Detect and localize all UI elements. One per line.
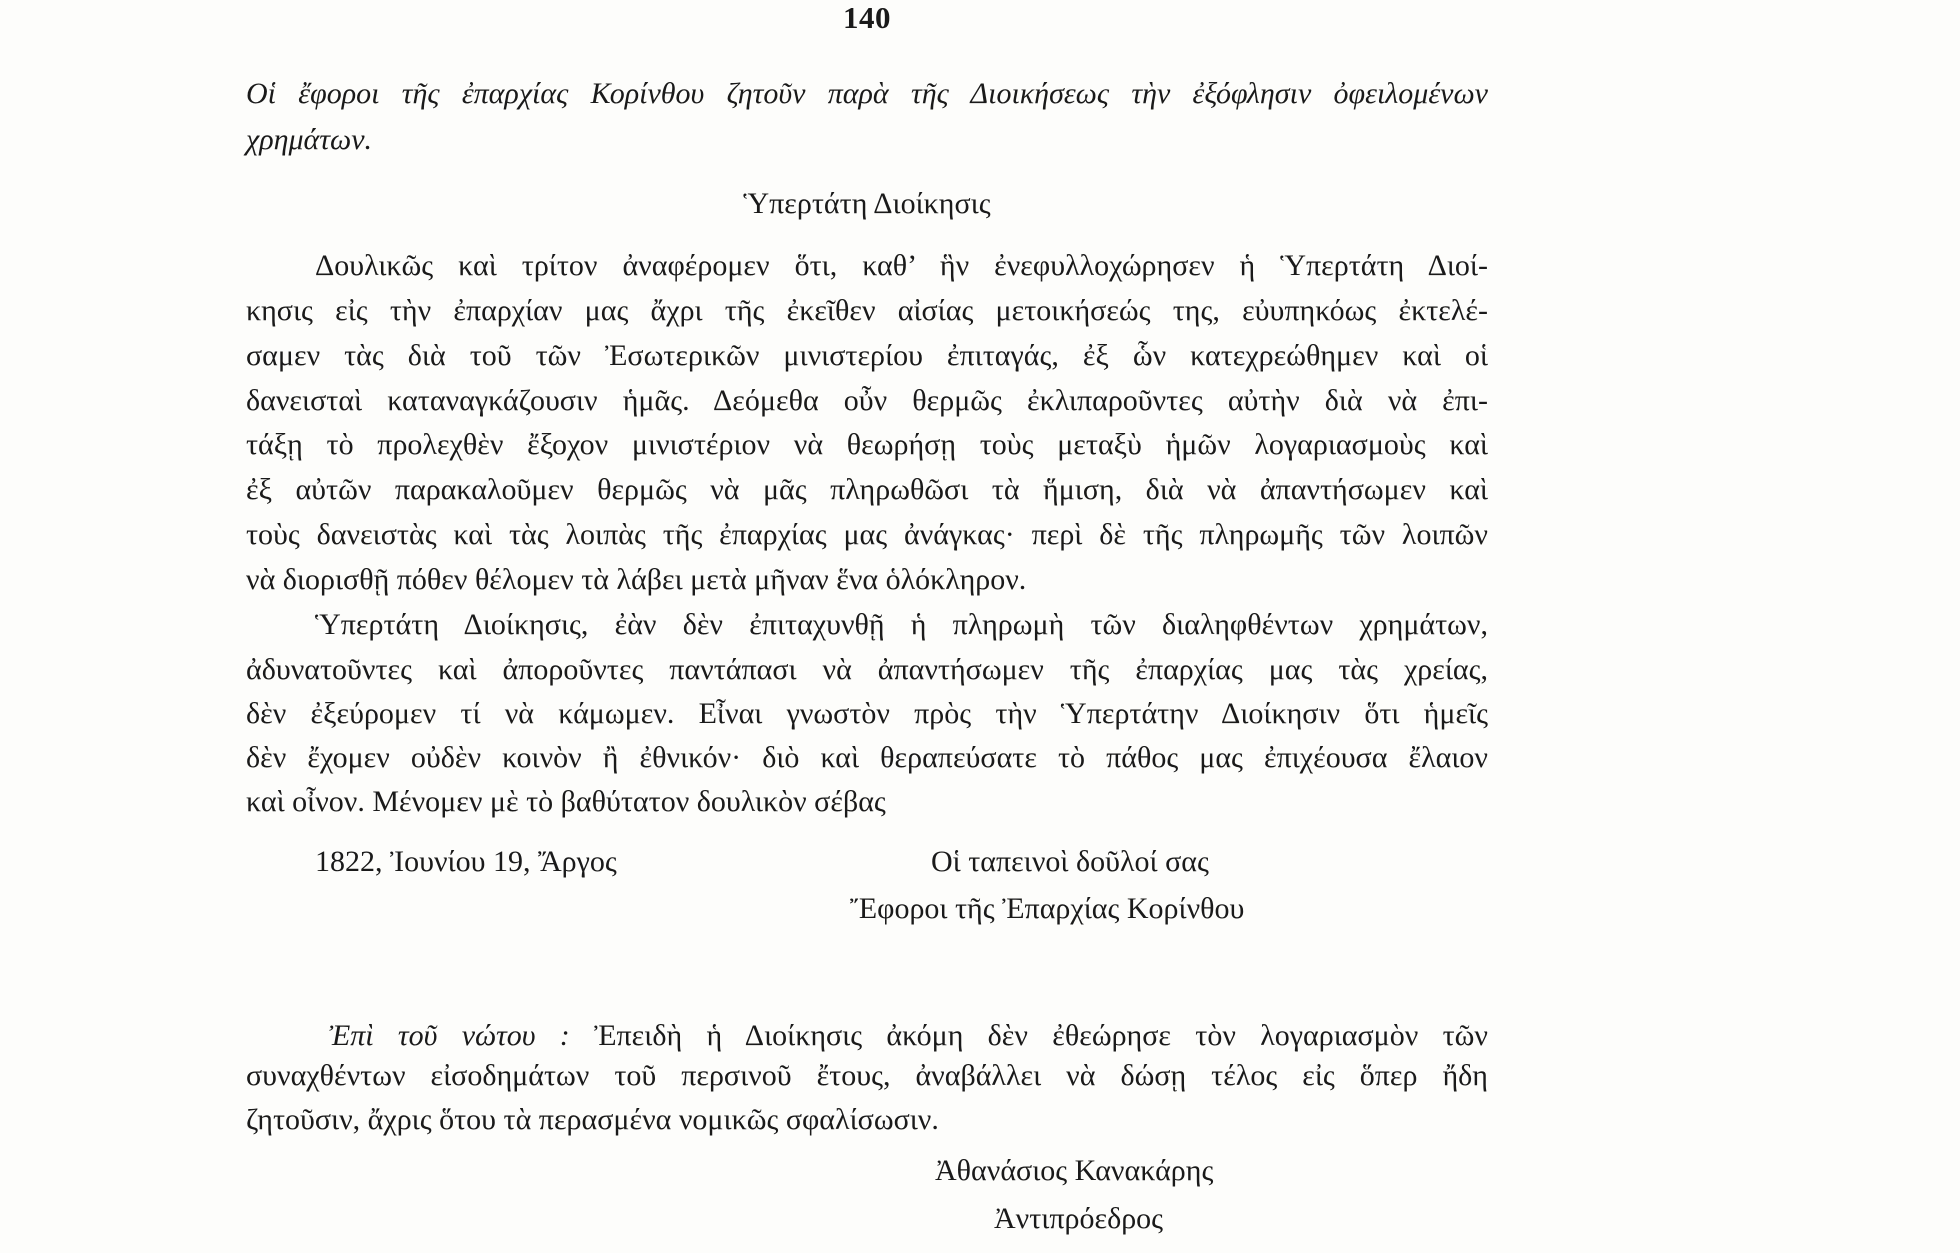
signer-name: Ἀθανάσιος Κανακάρης xyxy=(935,1154,1214,1187)
paragraph-1-line: Δουλικῶς καὶ τρίτον ἀναφέρομεν ὅτι, καθ’ ἣν ἐνεφυλλοχώρησεν ἡ Ὑπερτάτη Διοί- xyxy=(315,249,1488,282)
paragraph-2-line: ἀδυνατοῦντες καὶ ἀποροῦντες παντάπασι νὰ ἀπαντήσωμεν τῆς ἐπαρχίας μας τὰς χρείας, xyxy=(246,653,1488,686)
signer-title: Ἀντιπρόεδρος xyxy=(994,1202,1164,1235)
signatories: Ἔφοροι τῆς Ἐπαρχίας Κορίνθου xyxy=(850,892,1245,925)
endorsement-line xyxy=(329,1014,1488,1058)
date-place: 1822, Ἰουνίου 19, Ἄργος xyxy=(315,845,617,878)
valediction: Οἱ ταπεινοὶ δοῦλοί σας xyxy=(931,845,1209,878)
paragraph-1-line: σαμεν τὰς διὰ τοῦ τῶν Ἐσωτερικῶν μινιστερίου ἐπιταγάς, ἐξ ὧν κατεχρεώθημεν καὶ οἱ xyxy=(246,339,1488,372)
page-number: 140 xyxy=(843,0,891,35)
paragraph-1-line: κησις εἰς τὴν ἐπαρχίαν μας ἄχρι τῆς ἐκεῖθεν αἰσίας μετοικήσεώς της, εὐυπηκόως ἐκτελέ- xyxy=(246,294,1488,327)
endorsement-line: ζητοῦσιν, ἄχρις ὅτου τὰ περασμένα νομικῶς σφαλίσωσιν. xyxy=(246,1103,939,1136)
heading-line: Οἱ ἔφοροι τῆς ἐπαρχίας Κορίνθου ζητοῦν παρὰ τῆς Διοικήσεως τὴν ἐξόφλησιν ὀφειλομένων xyxy=(246,77,1488,110)
paragraph-1-line: τάξῃ τὸ προλεχθὲν ἔξοχον μινιστέριον νὰ θεωρήσῃ τοὺς μεταξὺ ἡμῶν λογαριασμοὺς καὶ xyxy=(246,428,1488,461)
endorsement-line: συναχθέντων εἰσοδημάτων τοῦ περσινοῦ ἔτους, ἀναβάλλει νὰ δώσῃ τέλος εἰς ὅπερ ἤδη xyxy=(246,1059,1488,1092)
heading-line: χρημάτων. xyxy=(246,123,373,156)
paragraph-2-line: Ὑπερτάτη Διοίκησις, ἐὰν δὲν ἐπιταχυνθῇ ἡ πληρωμὴ τῶν διαληφθέντων χρημάτων, xyxy=(315,608,1488,641)
paragraph-2-line: δὲν ἐξεύρομεν τί νὰ κάμωμεν. Εἶναι γνωστὸν πρὸς τὴν Ὑπερτάτην Διοίκησιν ὅτι ἡμεῖς xyxy=(246,697,1488,730)
paragraph-1-line: δανεισταὶ καταναγκάζουσιν ἡμᾶς. Δεόμεθα οὖν θερμῶς ἐκλιπαροῦντες αὐτὴν διὰ νὰ ἐπι- xyxy=(246,384,1488,417)
paragraph-1-line: τοὺς δανειστὰς καὶ τὰς λοιπὰς τῆς ἐπαρχίας μας ἀνάγκας· περὶ δὲ τῆς πληρωμῆς τῶν λοιπῶν xyxy=(246,518,1488,551)
paragraph-2-line: καὶ οἶνον. Μένομεν μὲ τὸ βαθύτατον δουλικὸν σέβας xyxy=(246,785,886,818)
paragraph-2-line: δὲν ἔχομεν οὐδὲν κοινὸν ἢ ἐθνικόν· διὸ καὶ θεραπεύσατε τὸ πάθος μας ἐπιχέουσα ἔλαιον xyxy=(246,741,1488,774)
salutation: Ὑπερτάτη Διοίκησις xyxy=(743,187,991,220)
endorsement-text: Ἐπειδὴ ἡ Διοίκησις ἀκόμη δὲν ἐθεώρησε τὸν λογαριασμὸν τῶν xyxy=(594,1019,1488,1052)
endorsement-label: Ἐπὶ τοῦ νώτου : xyxy=(329,1019,570,1052)
paragraph-1-line: ἐξ αὐτῶν παρακαλοῦμεν θερμῶς νὰ μᾶς πληρωθῶσι τὰ ἥμιση, διὰ νὰ ἀπαντήσωμεν καὶ xyxy=(246,473,1488,506)
paragraph-1-line: νὰ διορισθῇ πόθεν θέλομεν τὰ λάβει μετὰ μῆναν ἕνα ὁλόκληρον. xyxy=(246,563,1027,596)
